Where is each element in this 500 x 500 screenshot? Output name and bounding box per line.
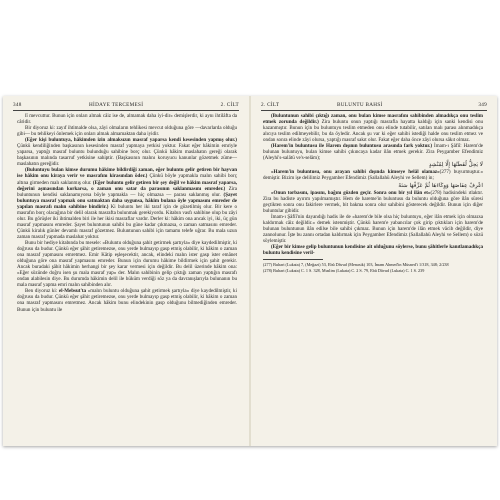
paragraph [263,214,483,244]
book-spread [3,96,497,446]
text-segment: İmam-ı Şâfiî: Harem'de bulunan buluntuyu, bulan kimse sahibi çıkıncaya kadar ilân etmek gerekir. Zira Peygamber Efendimiz (Aleyhi's-salâtü ve's-selâm); [263,143,484,162]
text-segment: Zira buluntu onun yaptığı masrafla hayatta kaldığı için sanki kendisi onu kazanmıştır. Bunun için bu buluntuyu teslim etmeden onu elinde tutabilir, satılan malı parası alınmadıkça alıcıya teslim edilmeyebilir, bu da öyledir. Ancak şu var ki eğer sahibi istediği halde onu teslim etmez ve ondan sonra elinde zâyi olursa, yaptığı masraf sakıt olur. Fakat eğer daha önce zâyi olursa sâkıt olmaz. [263,119,483,144]
paragraph [17,288,237,312]
paragraph [263,113,483,143]
bold-text-segment: (Eğer bir kimse gelip buluntunun kendisine ait olduğunu söylerse, bunu şâhitlerle kanıtlamadıkça buluntu kendisine veril- [263,243,483,257]
bold-text-segment: (Buluntunun sahibi çıktığı zaman, onu bulan kimse masrafını sahibinden almadıkça onu teslim etmek zorunda değildir.) [263,113,483,126]
paragraph [17,125,237,137]
text-segment: Ben diyoruz ki: [25,288,59,295]
paragraph [17,137,237,167]
right-volume: 2. CİLT [261,102,280,108]
right-page-number: 349 [478,102,487,108]
paragraph [263,244,483,256]
text-segment: (278) hadisindeki ıtlaktır. Zira bu hadiste ayırım yapılmamıştır. Hem de hareme'in buluntusu da buluntu olduğuna göre ilân süresi geçtikten sonra onu fakirlere vermek, bit bakma sonra olur sahibini gösterecek değildir. Bunun için diğer buluntular gibidir. [263,189,483,214]
left-volume: 2. CİLT [220,102,239,108]
footnote-rule [263,259,323,260]
footnote: (278) Buhari (Lukata) C. 1 S. 328, Muslim (Lukata) C. 2 S. 79, Ebû Dâvud (Lukata) C. 1 S. 239 [263,268,425,274]
text-segment: «malın buluntu olduğuna şahit getirmek şartıyla» diye kaydedilmiştir, ki doğrusu da budur. Çünkü eğer şâhit getiremezse, onu yerde bulmayıp gasp etmiş olabilir, ki hâkim o zaman ona masraf yapmasını emretmez. Ancak hâkim bunu elindekinin gasp olduğunu bilmediğinden emreder. Bunun için buluntu ile [17,288,237,313]
bold-text-segment: (Buluntuyu bulan kimse durumu hâkime bildirdiği zaman, eğer buluntu gelir getiren bir hayvan ise hâkim onu kiraya verir ve masrafını kirasından öder.) [17,167,237,180]
right-page-text [263,113,483,274]
text-segment: Çünkü böyle yapmakla malın sahibi borç altına girmeden malı saklanmış olur. [17,173,237,186]
text-segment: Çünkü kendiliğinden başkasının kesesinden masraf yapmaya yetkisi yoktur. Fakat eğer hâkimin emriyle yaparsa, yaptığı masraf buluntu bulunduğu sahibine borç olur. Çünkü hâkim maslahatın gereği olarak başkasının malında tasarruf yetkisine sahiptir. (Başkasının malını koruyucu kanunlar gözetmek züme— maslahatın gereğidir. [17,143,237,168]
paragraph [263,143,483,161]
bold-text-segment: (Şayet buluntuya masraf yapmak onu satmaktan daha uygunsa, hâkim bulana öyle yapmasını emreder de yapılan masrafı malın sahibine bindirir.) [17,191,237,210]
text-segment: (277) buyurmuştur.» demiştir. Bizim işe delilimiz Peygamber Efendimiz (Sallallahü Aleyhi ve Sellem) in; [263,169,483,182]
right-page [251,96,497,446]
bold-text-segment: «Onun torbasını, ipasını, bağını gözden geçir. Sonra onu bir yıl ilân et» [271,189,431,196]
arabic-hadith-text: لَا يَحِلُّ لُقَطَتُهَا إِلَّا لِمُنْشِدٍ [428,162,483,169]
bold-text-segment: (Eğer kişi buluntuya, hâkimden izin almaksızın masraf yaparsa kendi kesesinden yapmış olur.) [25,137,237,144]
text-segment: İmam-ı Şâfiî'nin dayandığı hadis ile de «harem'de bile olsa hiç buluntuyu, eğer ilân etmek için olmazsa kaldırmak câiz değildir.» demek istenmiştir. Çünkü harem'e yabancılar çok girip çıktıkları için harem'de bulunan buluntunun ilân edilse bile sahibi çıkmaz. Bunun için harem'de ilân etmek vâcib değildir, diye zannolunur. İşte bu zannı ortadan kaldırmak için Peygamber Efendimiz (Sallallahü Aleyhi ve Sellem) o sözü söylemiştir. [263,213,483,244]
left-running-title: HİDAYE TERCEMESİ [89,102,144,108]
arabic-hadith-text: اعْرِفْ عِفَاصَهَا وَوِكَاءَهَا ثُمَّ عَرِّفْهَا سَنَةً [398,182,483,189]
left-page-header [13,102,239,111]
bold-text-segment: «Harem'in buluntusu, onu arayan sahibi dışında kimseye helâl olamaz» [271,169,440,176]
text-segment: Bir diyoruz ki: zayıf ihtimalde olsa, zâyi olmaların tehlikesi mevcut olduğuna göre —davarlarda olduğu gibi— bu tehlikeyi önlemek için onları almak almamaktan daha iyidir. [17,125,237,138]
bold-text-segment: (Eğer buluntu gelir getiren bir şey değil ve hâkim masraf yaparsa, değerini aşmasından korkarsa, o zaman onu satar da parasının saklanmasını emreder.) [17,179,237,192]
paragraph [263,190,483,214]
paragraph [17,113,237,125]
footnote: (277) Buhari (Lukata) 7, (Meğazi) 53, Ebû Dâvud (Menasik) 103, İmam Ahmed'in Müsned'i 1/318, 348; 2/238 [263,262,449,268]
left-page [3,96,249,446]
right-running-title: BULUNTU BAHSİ [337,102,383,108]
text-segment: lî mevcuttur. Bunun için onları almak câiz ise de, almamak daha iyi-dir» demişlerdir, ki aynı ihtilâfta da câridir. [17,113,237,126]
paragraph [17,167,237,240]
left-page-text [17,113,237,313]
bold-text-segment: el-Mebsut'ta [58,288,87,295]
text-segment: Zira buluntunun kendisi saklanamıyorsa böyle yapmakla — hiç olmazsa — parası saklanmış olur. [17,185,238,198]
text-segment: Bunu bir hediye kitabında bu mesele: «Buluntu olduğuna şahit getirmek şartıyla» diye kaydedilmiştir, ki doğrusu da budur. Çünkü eğer şâhit getiremezse, onu yerde bulmayıp gasp etmiş olabilir, ki hâkim o zaman ona masraf yapmasını emretmez. Emir Kâtip eşleşecektir, ancak, elindeki malın ister gasp ister emânet olduğuna göre ona masraf yapmasını emreder. Bunun için durumu hâkime bildirmek için şahit gerekir. Ancak buradaki şâhit hâkimin herhangi bir şey karar vermesi için değildir. Bu delil üzerinde hâkim ona: «Eğer sözünde doğru isen şu mala masraf yap» der. Malın sahibinin gelip çıktığı zaman yaptığın masrafı ondan alabilesin diye. Bu durumda hâkimin delil ile hüküm verdiği söz ya da davranışlarıyla bulunanın bu mala masraf yapma emri malın sahibinden alır. [17,239,237,289]
bold-text-segment: (Harem'in buluntusu ile Harem dışının buluntusu arasında fark yoktur.) [271,143,433,150]
right-page-header [261,102,487,111]
text-segment: Ki buluntu her iki taraf için de gözetilmiş olur. Bir kere o masrafın borç olacağına bir delil olarak masrafta bulunmak gerekiyordu. Kitabın vasfı sahibine olup bu zâyi olur. Bu görüşler iki ihtimalden biri ile her ikisi masraflar vardır. Derler ki: hâkim ona ancak iyi, iki, üç gün masraf yapmasını emreder. Şayet buluntunun sahibi bu güne kadar çıkmazsa, o zaman satmasını emreder. Çünkü kiralık günler devamlı masraf gözetmez. Buluntunun sahibi için tamamı telefe uğrar. Bu mala uzun zaman masraf yapmada maslahat yoktur. [17,203,237,240]
paragraph [17,240,237,288]
paragraph [263,169,483,181]
left-page-number: 348 [13,102,22,108]
